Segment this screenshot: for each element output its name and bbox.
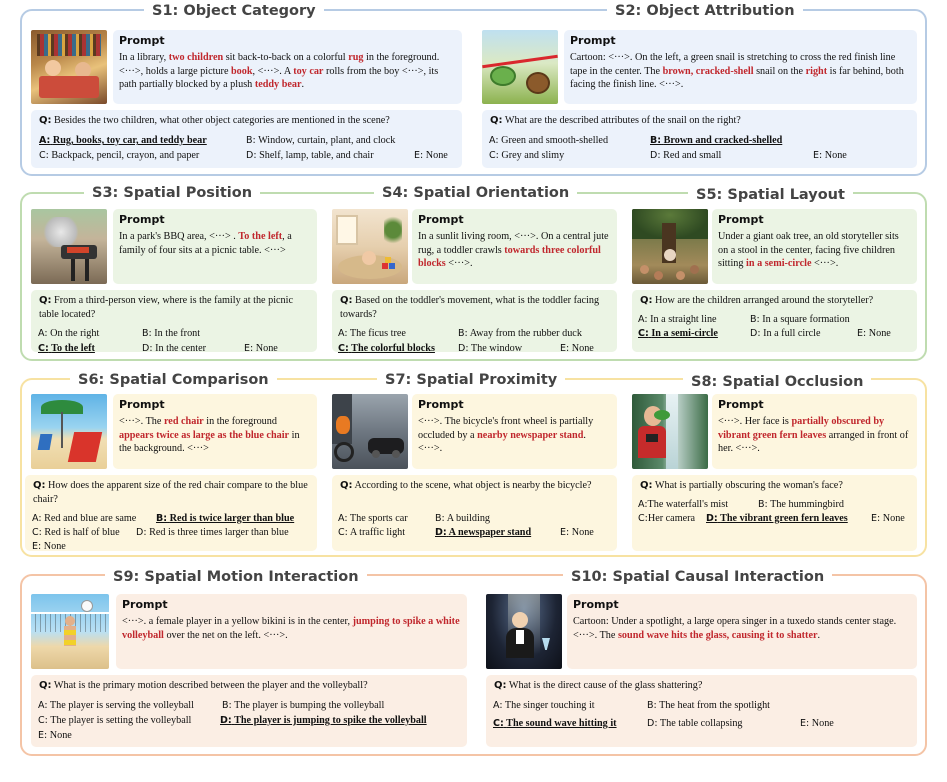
prompt-text: <···>. a female player in a yellow bikini is in the center, jumping to spike a white volleyball over the net on the left. <···>. — [122, 615, 460, 641]
beach-chairs-image — [31, 394, 107, 469]
option-a[interactable]: A: In a straight line — [638, 314, 717, 325]
section-title: S2: Object Attribution — [607, 2, 803, 20]
prompt-card — [712, 209, 917, 284]
option-e[interactable]: E: None — [244, 343, 278, 354]
prompt-card — [113, 209, 317, 284]
option-e[interactable]: E: None — [871, 513, 905, 524]
section-title: S8: Spatial Occlusion — [683, 373, 871, 391]
oak-tree-storyteller-image — [632, 209, 708, 284]
prompt-text: <···>. The bicycle's front wheel is partially occluded by a nearby newspaper stand. <···>. — [418, 415, 594, 455]
divider-line — [566, 192, 686, 194]
question-text: Q: What is the primary motion described between the player and the volleyball? — [39, 680, 368, 691]
question-text: Q: What is the direct cause of the glass shattering? — [494, 680, 703, 691]
divider-line — [260, 378, 376, 380]
snail-race-image — [482, 30, 558, 104]
prompt-card — [113, 30, 462, 104]
option-a[interactable]: A: The singer touching it — [493, 700, 595, 711]
option-a[interactable]: A: The ficus tree — [338, 328, 406, 339]
section-title: S6: Spatial Comparison — [70, 371, 277, 389]
question-text: Q: How does the apparent size of the red chair compare to the blue chair? — [33, 480, 308, 505]
option-b[interactable]: B: Away from the rubber duck — [458, 328, 582, 339]
option-e[interactable]: E: None — [38, 730, 72, 741]
option-d[interactable]: D: In a full circle — [750, 328, 821, 339]
section-title: S5: Spatial Layout — [688, 186, 853, 204]
prompt-label: Prompt — [119, 34, 165, 47]
bbq-park-image — [31, 209, 107, 284]
beach-volleyball-image — [31, 594, 109, 669]
prompt-card — [712, 394, 917, 469]
option-c[interactable]: C: The colorful blocks — [338, 343, 435, 354]
option-a[interactable]: A: The sports car — [338, 513, 408, 524]
option-a[interactable]: A: Rug, books, toy car, and teddy bear — [39, 135, 207, 146]
option-e[interactable]: E: None — [800, 718, 834, 729]
prompt-label: Prompt — [119, 213, 165, 226]
prompt-label: Prompt — [718, 398, 764, 411]
library-children-image — [31, 30, 107, 104]
question-text: Q: According to the scene, what object is nearby the bicycle? — [340, 480, 592, 491]
prompt-text: In a library, two children sit back-to-back on a colorful rug in the foreground. <···>, holds a large picture book, <···>. A toy car rolls from the boy <···>, its path partially blocked by a plush teddy bear. — [119, 51, 440, 91]
prompt-text: Under a giant oak tree, an old storyteller sits on a stool in the center, facing five children sitting in a semi-circle <···>. — [718, 230, 899, 270]
option-b[interactable]: B: Red is twice larger than blue — [156, 513, 295, 524]
option-c[interactable]: C: The player is setting the volleyball — [38, 715, 192, 726]
question-text: Q: How are the children arranged around the storyteller? — [640, 295, 874, 306]
question-text: Q: Based on the toddler's movement, what is the toddler facing towards? — [340, 295, 600, 320]
option-d[interactable]: D: The table collapsing — [647, 718, 743, 729]
option-b[interactable]: B: The player is bumping the volleyball — [222, 700, 385, 711]
option-d[interactable]: D: The player is jumping to spike the volleyball — [220, 715, 427, 726]
option-d[interactable]: D: The window — [458, 343, 523, 354]
option-c[interactable]: C: A traffic light — [338, 527, 406, 538]
option-e[interactable]: E: None — [857, 328, 891, 339]
opera-singer-image — [486, 594, 562, 669]
option-b[interactable]: B: A building — [435, 513, 491, 524]
option-b[interactable]: B: In the front — [142, 328, 201, 339]
section-title: S9: Spatial Motion Interaction — [105, 568, 367, 586]
option-c[interactable]: C: To the left — [38, 343, 95, 354]
prompt-card — [113, 394, 317, 469]
option-e[interactable]: E: None — [813, 150, 847, 161]
option-b[interactable]: B: Brown and cracked-shelled — [650, 135, 783, 146]
option-e[interactable]: E: None — [560, 527, 594, 538]
option-c[interactable]: C: Grey and slimy — [489, 150, 565, 161]
divider-line — [330, 9, 575, 11]
question-text: Q: What are the described attributes of the snail on the right? — [490, 115, 741, 126]
option-a[interactable]: A:The waterfall's mist — [638, 499, 729, 510]
prompt-card — [412, 394, 617, 469]
option-b[interactable]: B: Window, curtain, plant, and clock — [246, 135, 396, 146]
option-c[interactable]: C: The sound wave hitting it — [493, 718, 617, 729]
option-d[interactable]: D: Shelf, lamp, table, and chair — [246, 150, 374, 161]
option-c[interactable]: C: In a semi-circle — [638, 328, 718, 339]
option-d[interactable]: D: The vibrant green fern leaves — [706, 513, 848, 524]
option-e[interactable]: E: None — [32, 541, 66, 552]
prompt-text: <···>. The red chair in the foreground appears twice as large as the blue chair in the background. <···> — [119, 415, 300, 455]
prompt-card — [567, 594, 917, 669]
section-title: S3: Spatial Position — [84, 184, 260, 202]
prompt-label: Prompt — [122, 598, 168, 611]
prompt-label: Prompt — [119, 398, 165, 411]
option-b[interactable]: B: The heat from the spotlight — [647, 700, 770, 711]
toddler-room-image — [332, 209, 408, 284]
divider-line — [566, 378, 684, 380]
section-title: S7: Spatial Proximity — [377, 371, 565, 389]
prompt-label: Prompt — [418, 398, 464, 411]
option-c[interactable]: C:Her camera — [638, 513, 696, 524]
prompt-label: Prompt — [418, 213, 464, 226]
option-d[interactable]: D: Red and small — [650, 150, 722, 161]
prompt-text: In a park's BBQ area, <···> . To the left, a family of four sits at a picnic table. <···> — [119, 230, 292, 256]
prompt-card — [412, 209, 617, 284]
option-e[interactable]: E: None — [414, 150, 448, 161]
question-text: Q: What is partially obscuring the woman's face? — [640, 480, 843, 491]
prompt-label: Prompt — [570, 34, 616, 47]
option-c[interactable]: C: Backpack, pencil, crayon, and paper — [39, 150, 200, 161]
prompt-text: Cartoon: Under a spotlight, a large opera singer in a tuxedo stands center stage. <···>. The sound wave hits the glass, causing it to shatter. — [573, 615, 897, 641]
prompt-card — [116, 594, 467, 669]
prompt-text: Cartoon: <···>. On the left, a green snail is stretching to cross the red finish line tape in the center. The brown, cracked-shell snail on the right is far behind, both facing the finish line. <···>. — [570, 51, 904, 91]
prompt-label: Prompt — [573, 598, 619, 611]
option-b[interactable]: B: The hummingbird — [758, 499, 844, 510]
option-a[interactable]: A: Green and smooth-shelled — [489, 135, 609, 146]
option-a[interactable]: A: On the right — [38, 328, 100, 339]
question-text: Q: Besides the two children, what other object categories are mentioned in the scene? — [39, 115, 390, 126]
waterfall-woman-image — [632, 394, 708, 469]
option-c[interactable]: C: Red is half of blue — [32, 527, 120, 538]
prompt-card — [564, 30, 917, 104]
option-e[interactable]: E: None — [560, 343, 594, 354]
option-b[interactable]: B: In a square formation — [750, 314, 850, 325]
option-d[interactable]: D: In the center — [142, 343, 206, 354]
city-bicycle-image — [332, 394, 408, 469]
option-a[interactable]: A: The player is serving the volleyball — [38, 700, 194, 711]
prompt-text: In a sunlit living room, <···>. On a central jute rug, a toddler crawls towards three colorful blocks <···>. — [418, 230, 609, 270]
section-title: S10: Spatial Causal Interaction — [563, 568, 832, 586]
section-title: S1: Object Category — [144, 2, 324, 20]
prompt-text: <···>. Her face is partially obscured by vibrant green fern leaves arranged in front of her. <···>. — [718, 415, 909, 455]
option-d[interactable]: D: A newspaper stand — [435, 527, 532, 538]
option-d[interactable]: D: Red is three times larger than blue — [136, 527, 289, 538]
prompt-label: Prompt — [718, 213, 764, 226]
divider-line — [355, 574, 561, 576]
section-title: S4: Spatial Orientation — [374, 184, 577, 202]
question-text: Q: From a third-person view, where is the family at the picnic table located? — [39, 295, 294, 320]
divider-line — [256, 192, 374, 194]
option-a[interactable]: A: Red and blue are same — [32, 513, 137, 524]
